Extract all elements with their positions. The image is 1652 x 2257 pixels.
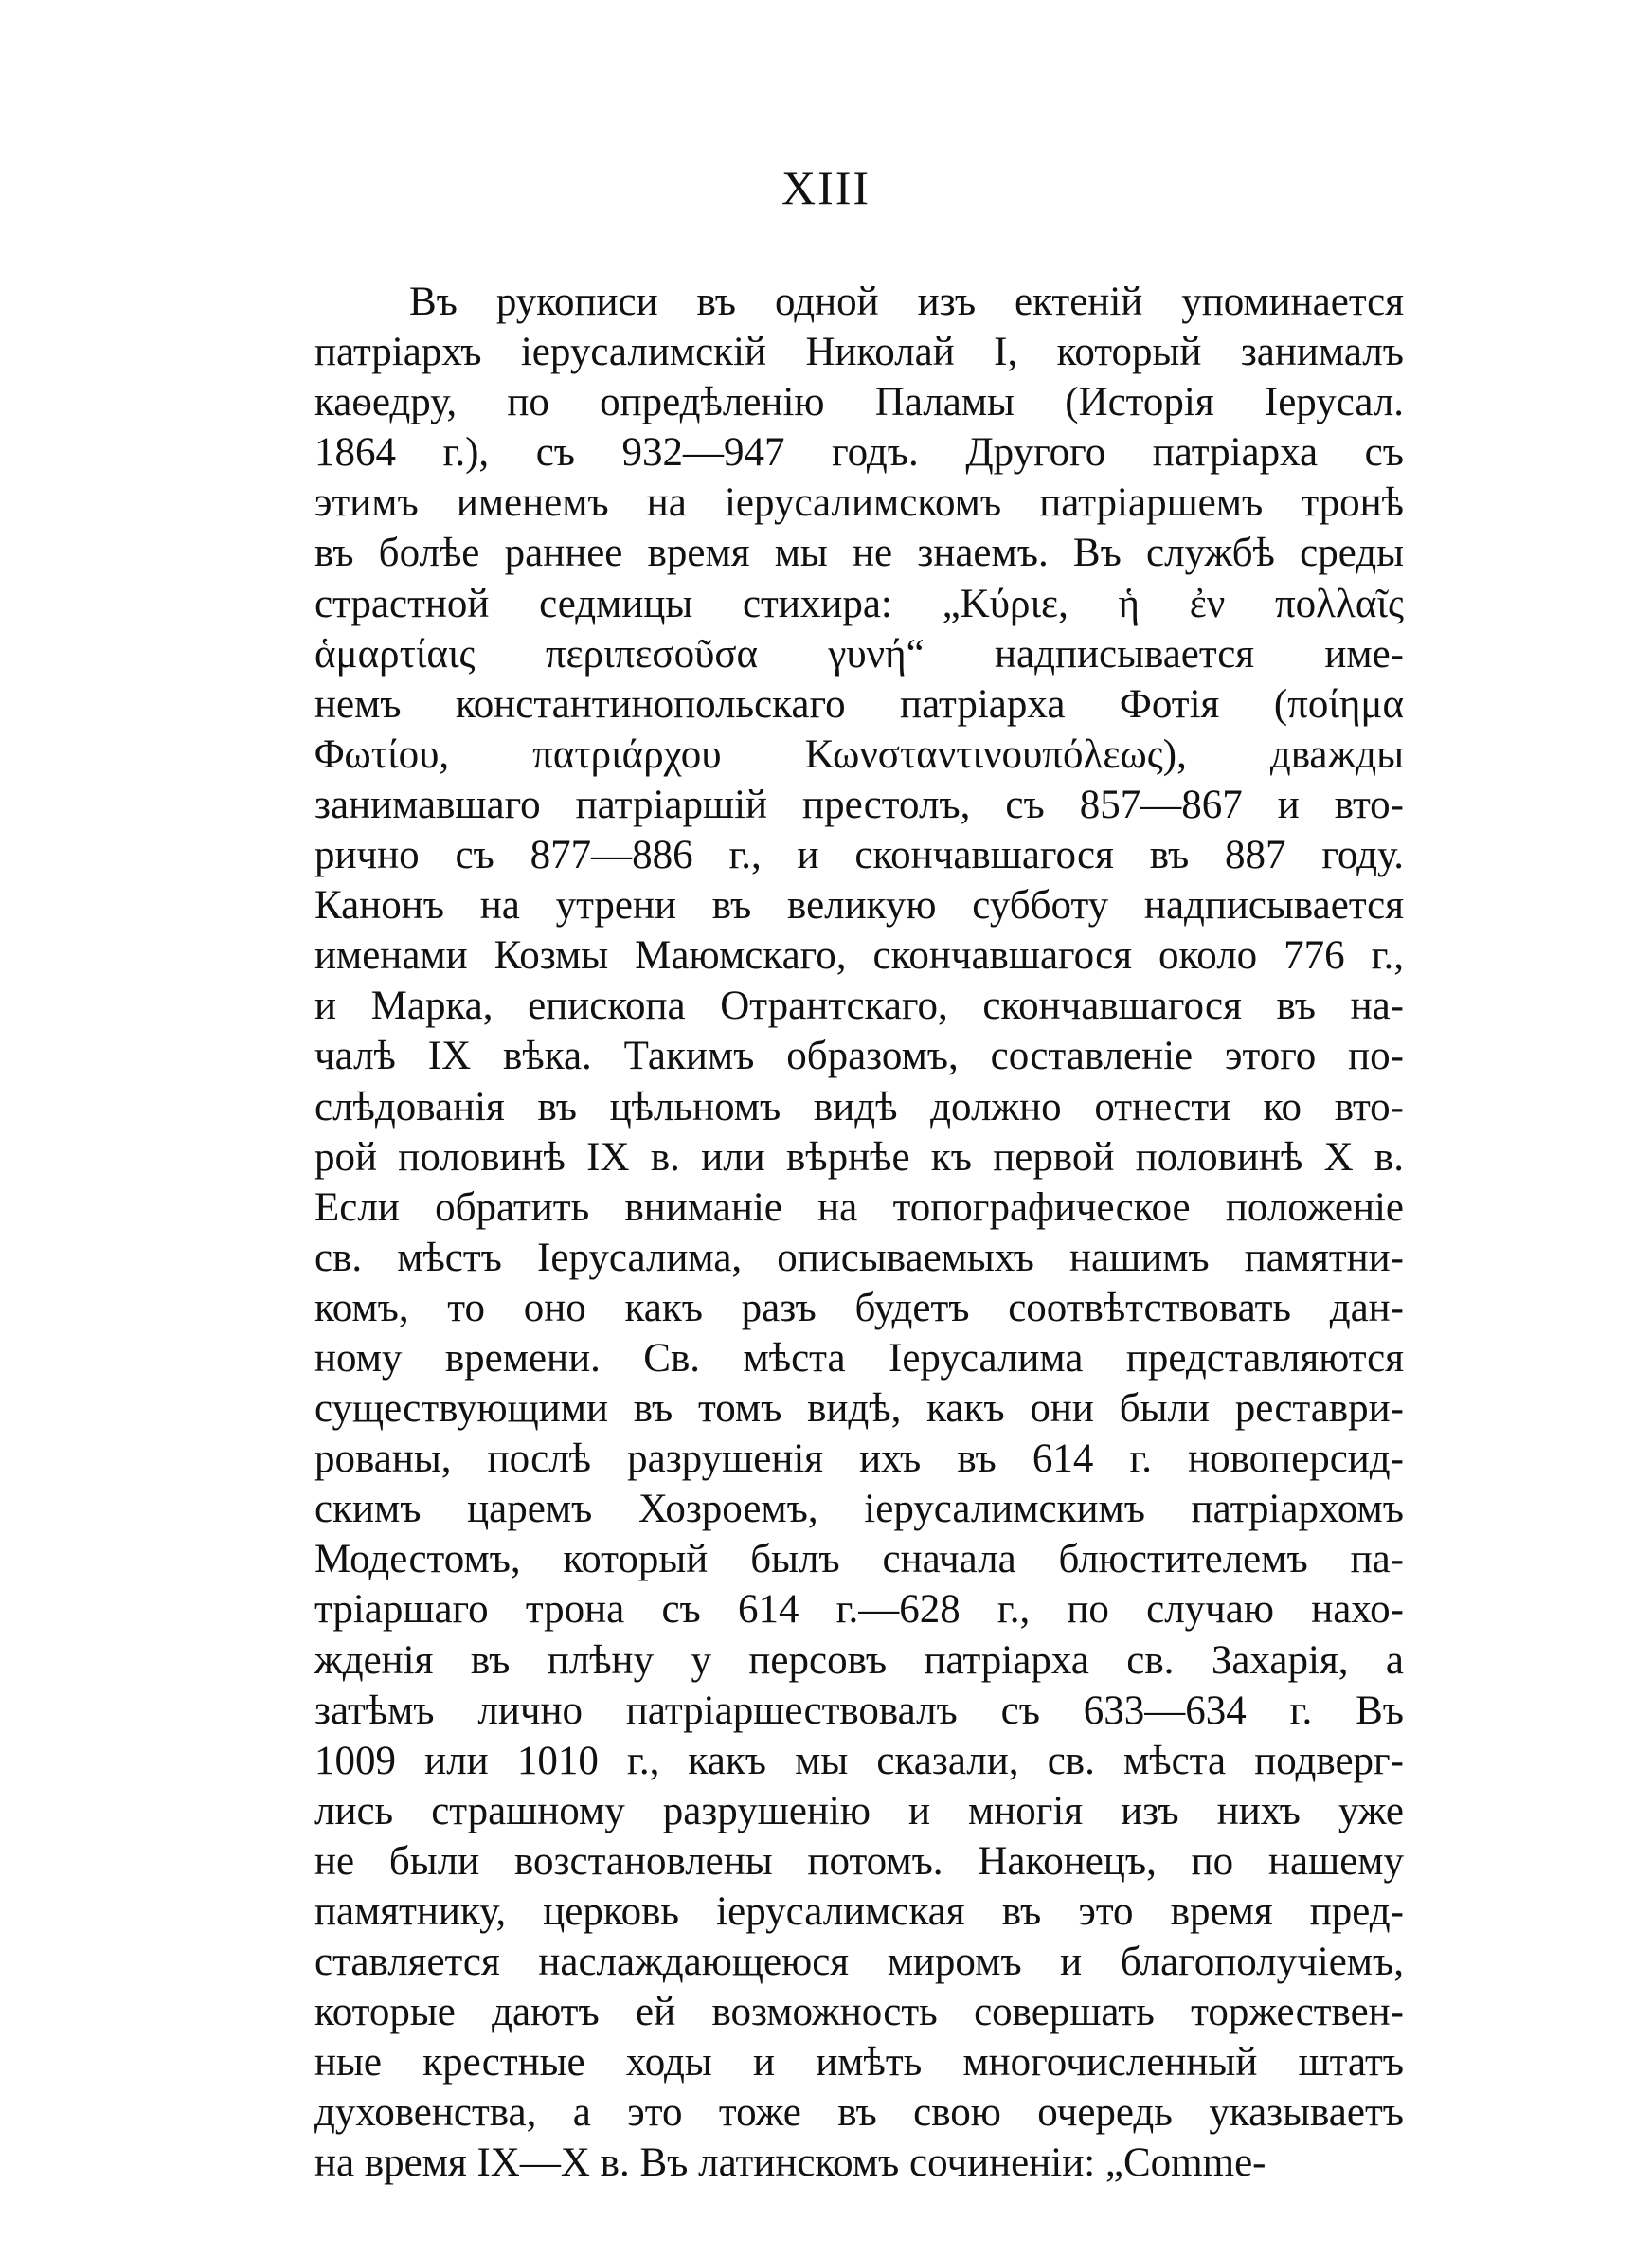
- text-line: ἁμαρτίαις περιπεσοῦσα γυνή“ надписывается име-: [314, 631, 1404, 677]
- text-line: чалѣ IX вѣка. Такимъ образомъ, составленіе этого по-: [314, 1034, 1404, 1079]
- text-line: Модестомъ, который былъ сначала блюстителемъ па-: [314, 1537, 1404, 1582]
- text-line: жденія въ плѣну у персовъ патріарха св. Захарія, а: [314, 1637, 1404, 1683]
- text-line: духовенства, а это тоже въ свою очередь указываетъ: [314, 2090, 1404, 2136]
- text-line: Въ рукописи въ одной изъ ектеній упоминается: [409, 280, 1404, 324]
- text-line: комъ, то оно какъ разъ будетъ соотвѣтствовать дан-: [314, 1285, 1404, 1330]
- text-line: 1009 или 1010 г., какъ мы сказали, св. мѣста подверг-: [314, 1738, 1404, 1783]
- text-line: рично съ 877—886 г., и скончавшагося въ 887 году.: [314, 833, 1404, 878]
- text-line: рованы, послѣ разрушенія ихъ въ 614 г. новоперсид-: [314, 1436, 1404, 1482]
- text-line: каѳедру, по опредѣленію Паламы (Исторія Іерусал.: [314, 380, 1404, 425]
- text-line: и Марка, епископа Отрантскаго, скончавшагося въ на-: [314, 984, 1404, 1029]
- text-line: на время IX—X в. Въ латинскомъ сочиненіи: „Comme-: [314, 2140, 1266, 2186]
- text-line: этимъ именемъ на іерусалимскомъ патріаршемъ тронѣ: [314, 480, 1404, 526]
- text-line: ставляется наслаждающеюся миромъ и благополучіемъ,: [314, 1940, 1404, 1985]
- text-line: Канонъ на утрени въ великую субботу надписывается: [314, 883, 1404, 929]
- text-line: которые даютъ ей возможность совершать торжествен-: [314, 1990, 1404, 2035]
- page-number: XIII: [781, 161, 871, 214]
- text-line: патріархъ іерусалимскій Николай I, который занималъ: [314, 330, 1404, 375]
- text-line: Φωτίου, πατριάρχου Κωνσταντινουπόλεως), дважды: [314, 731, 1404, 777]
- body-text: [314, 277, 1404, 2189]
- text-line: тріаршаго трона съ 614 г.—628 г., по случаю нахо-: [314, 1587, 1404, 1633]
- text-line: именами Козмы Маюмскаго, скончавшагося около 776 г.,: [314, 933, 1404, 979]
- text-line: страстной седмицы стихира: „Κύριε, ἡ ἐν πολλαῖς: [314, 581, 1404, 626]
- text-line: Если обратить вниманіе на топографическое положеніе: [314, 1184, 1404, 1230]
- text-line: немъ константинопольскаго патріарха Фотія (ποίημα: [314, 681, 1404, 727]
- text-line: слѣдованія въ цѣльномъ видѣ должно отнести ко вто-: [314, 1084, 1404, 1129]
- text-line: св. мѣстъ Іерусалима, описываемыхъ нашимъ памятни-: [314, 1235, 1404, 1280]
- text-line: ные крестные ходы и имѣть многочисленный штатъ: [314, 2040, 1404, 2085]
- text-line: рой половинѣ IX в. или вѣрнѣе къ первой половинѣ X в.: [314, 1134, 1404, 1180]
- text-line: существующими въ томъ видѣ, какъ они были реставри-: [314, 1386, 1404, 1432]
- text-line: памятнику, церковь іерусалимская въ это время пред-: [314, 1889, 1404, 1934]
- text-line: 1864 г.), съ 932—947 годъ. Другого патріарха съ: [314, 430, 1404, 476]
- text-line: затѣмъ лично патріаршествовалъ съ 633—634 г. Въ: [314, 1688, 1404, 1733]
- text-line: лись страшному разрушенію и многія изъ нихъ уже: [314, 1788, 1404, 1833]
- text-line: скимъ царемъ Хозроемъ, іерусалимскимъ патріархомъ: [314, 1487, 1404, 1532]
- text-line: не были возстановлены потомъ. Наконецъ, по нашему: [314, 1838, 1404, 1884]
- text-line: въ болѣе раннее время мы не знаемъ. Въ службѣ среды: [314, 531, 1404, 576]
- text-line: занимавшаго патріаршій престолъ, съ 857—867 и вто-: [314, 782, 1404, 827]
- text-line: ному времени. Св. мѣста Іерусалима представляются: [314, 1335, 1404, 1381]
